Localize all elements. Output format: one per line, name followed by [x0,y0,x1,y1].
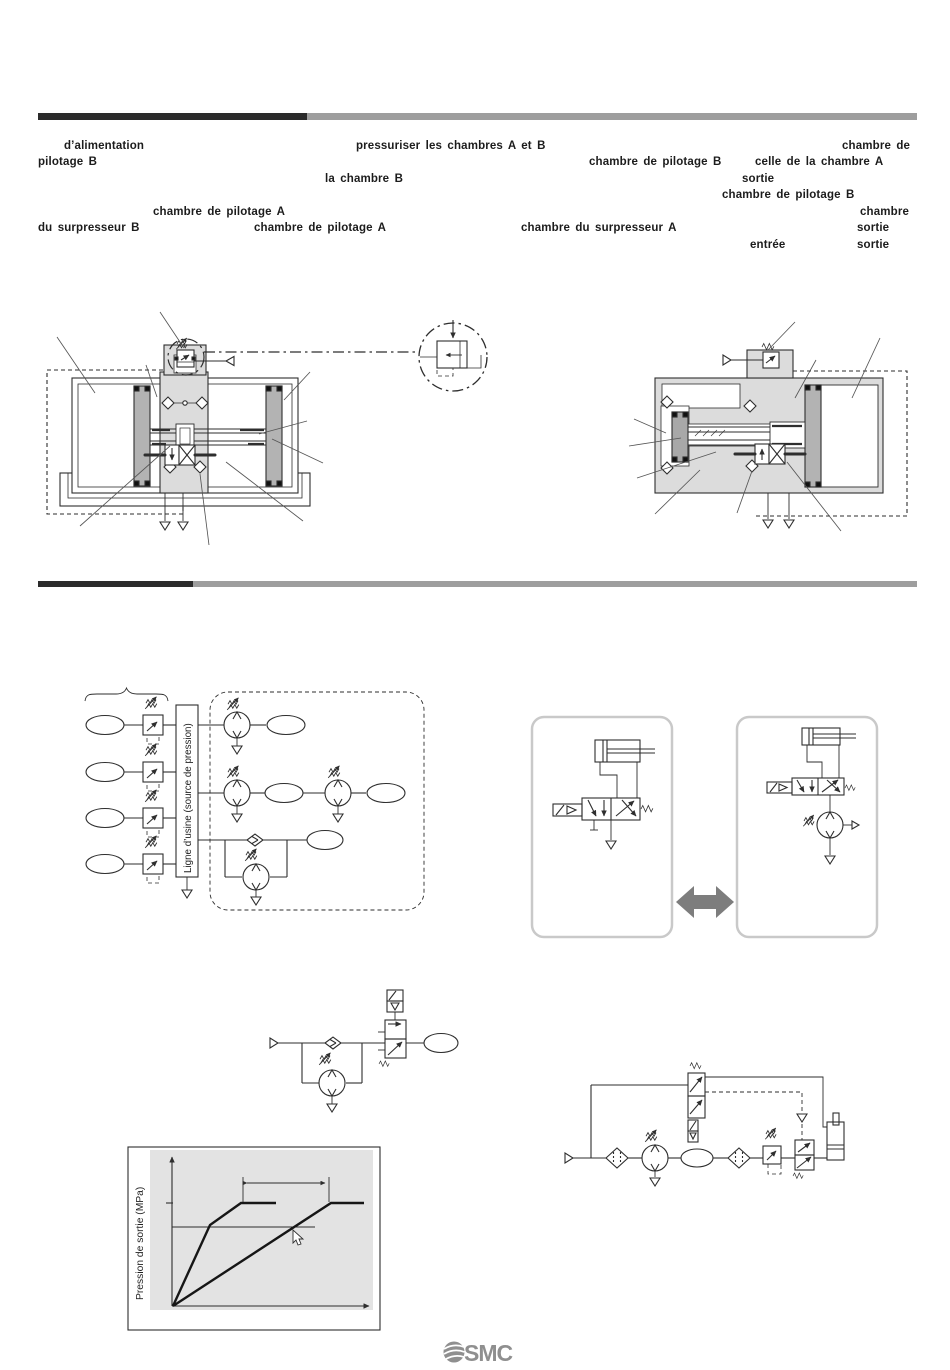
valve-3port-icon [793,1140,814,1178]
check-valve-icon [247,834,263,846]
pressure-graph [128,1147,380,1330]
paragraph-fragment: chambre de pilotage A [153,206,286,218]
paragraph-fragment: sortie [857,222,890,234]
filter-icon [606,1148,628,1168]
regulator-icon [763,1128,781,1174]
paragraph-fragment: du surpresseur B [38,222,140,234]
factory-line-circuit [85,688,424,910]
comparison-box-right [737,717,877,937]
booster-bypass-row [198,831,343,906]
double-arrow-icon [676,886,734,918]
cylinder-icon [827,1113,844,1160]
regulator-row [86,836,176,883]
pilot-port-icon [723,355,731,365]
booster-icon [224,712,250,738]
exhaust-icon [178,522,188,530]
filter-icon [728,1148,750,1168]
exhaust-icon [784,520,794,528]
paragraph-fragment: entrée [750,239,786,251]
booster-section-diagram-b [629,322,907,531]
piston-right [805,385,821,487]
paragraph-fragment: chambre [860,206,909,218]
booster-icon [224,780,250,806]
booster-icon [642,1145,668,1171]
tank-icon [681,1149,713,1167]
valve-52-icon [688,1063,705,1142]
paragraph-fragment: pilotage B [38,156,98,168]
smc-logo [444,1340,513,1366]
paragraph-fragment: celle de la chambre A [755,156,884,168]
system-circuit [565,1063,844,1186]
booster-section-diagram-a [47,312,419,545]
brace [85,688,168,701]
paragraph-fragment: sortie [857,239,890,251]
piston-left [672,412,688,462]
exhaust-icon [650,1178,660,1186]
paragraph-fragment: chambre de pilotage A [254,222,387,234]
paragraph-fragment: chambre de pilotage B [589,156,722,168]
regulator-row [86,790,176,837]
paragraph-fragment: chambre de pilotage B [722,189,855,201]
paragraph-fragment: sortie [742,173,775,185]
booster-icon [325,780,351,806]
exhaust-icon [160,522,170,530]
comparison-box-left [532,717,672,937]
factory-line-label: Ligne d’usine (source de pression) [183,723,194,873]
booster-row [198,698,305,754]
exhaust-icon [763,520,773,528]
smc-logo-text: SMC [464,1340,513,1366]
paragraph-fragment: d’alimentation [64,140,145,152]
check-valve-icon [325,1037,341,1049]
pilot-signal-icon [797,1114,807,1122]
paragraph-fragment: chambre de [842,140,911,152]
paragraph-fragment: chambre du surpresseur A [521,222,677,234]
exhaust-icon [327,1104,337,1112]
pilot-regulator-icon [175,338,195,367]
booster-row [198,766,405,822]
paragraph-fragment: pressuriser les chambres A et B [356,140,546,152]
paragraph-fragment: la chambre B [325,173,404,185]
relief-circuit [270,990,458,1112]
valve-3port-icon [378,990,406,1066]
inlet-icon [270,1038,278,1048]
supply-triangle-icon [182,890,192,898]
piston-right [266,386,282,486]
regulator-row [86,697,176,744]
graph-ylabel: Pression de sortie (MPa) [135,1186,146,1300]
booster-icon [319,1070,345,1096]
booster-icon [243,864,269,890]
pilot-valve-detail-circle [419,320,487,391]
inlet-icon [565,1153,573,1163]
pilot-port-icon [226,357,234,366]
regulator-row [86,744,176,791]
